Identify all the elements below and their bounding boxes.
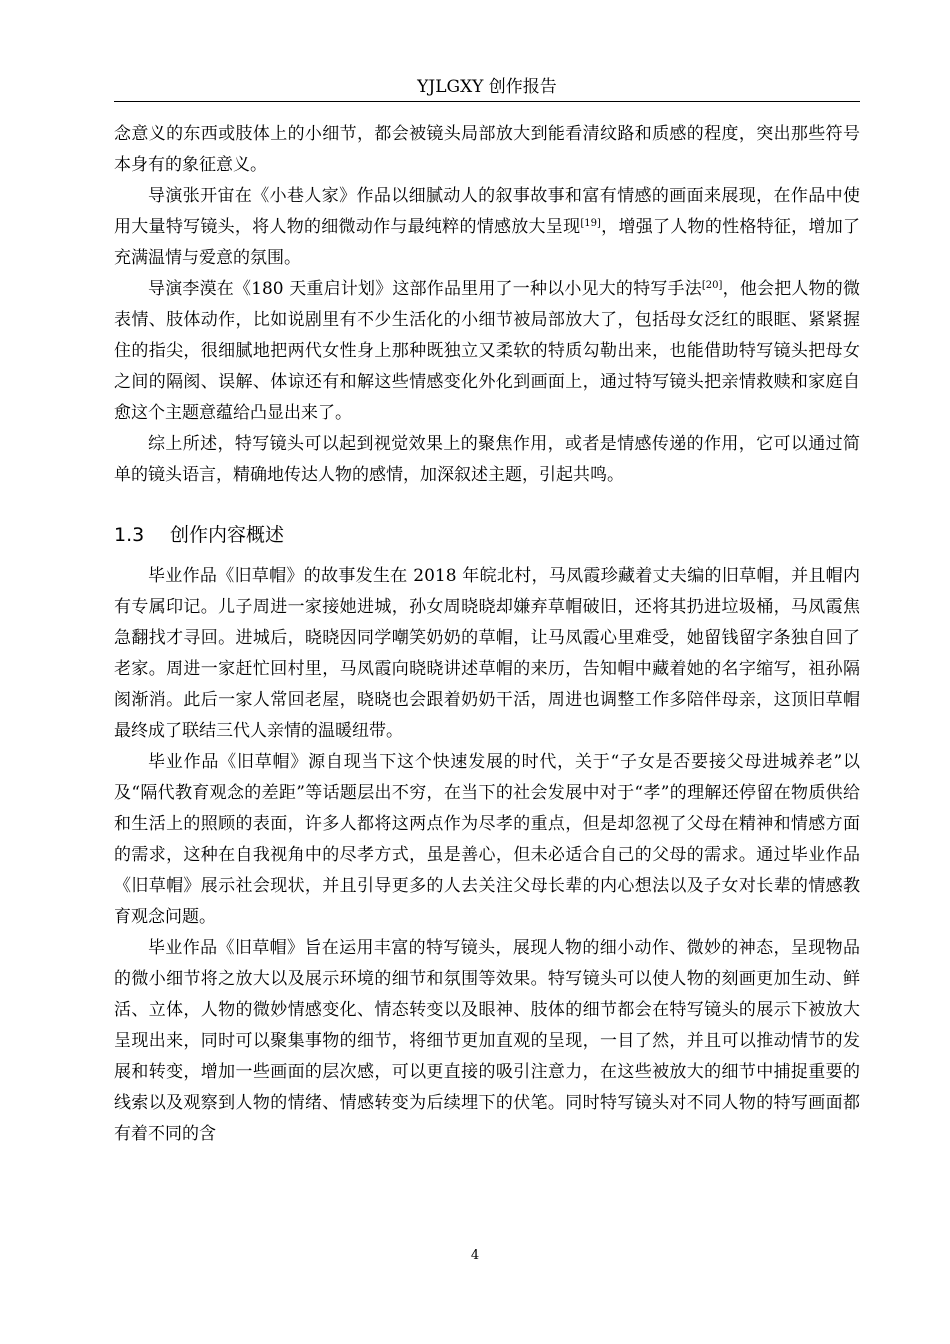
citation: [19]: [580, 218, 601, 229]
section-heading: [114, 515, 860, 555]
paragraph-text: ，他会把人物的微表情、肢体动作，比如说剧里有不少生活化的小细节被局部放大了，包括母女泛红的眼眶、紧紧握住的指尖，很细腻地把两代女性身上那种既独立又柔软的特质勾勒出来，也能借助特写镜头把母女之间的隔阂、误解、体谅还有和解这些情感变化外化到画面上，通过特写镜头把亲情救赎和家庭自愈这个主题意蕴给凸显出来了。: [114, 279, 860, 423]
section-number: 1.3: [114, 524, 145, 546]
paragraph: [114, 274, 860, 429]
paragraph: 念意义的东西或肢体上的小细节，都会被镜头局部放大到能看清纹路和质感的程度，突出那些符号本身有的象征意义。: [114, 124, 860, 175]
section-title: 创作内容概述: [170, 524, 285, 546]
document-body: [114, 119, 860, 1150]
paragraph-text: 导演李漠在《180 天重启计划》这部作品里用了一种以小见大的特写手法: [148, 279, 702, 299]
header-rule: [114, 101, 860, 102]
page-header: YJLGXY 创作报告: [417, 77, 557, 97]
paragraph: 毕业作品《旧草帽》旨在运用丰富的特写镜头，展现人物的细小动作、微妙的神态，呈现物品的微小细节将之放大以及展示环境的细节和氛围等效果。特写镜头可以使人物的刻画更加生动、鲜活、立体，人物的微妙情感变化、情态转变以及眼神、肢体的细节都会在特写镜头的展示下被放大呈现出来，同时可以聚集事物的细节，将细节更加直观的呈现，一目了然，并且可以推动情节的发展和转变，增加一些画面的层次感，可以更直接的吸引注意力，在这些被放大的细节中捕捉重要的线索以及观察到人物的情绪、情感转变为后续埋下的伏笔。同时特写镜头对不同人物的特写画面都有着不同的含: [114, 938, 860, 1144]
paragraph: 综上所述，特写镜头可以起到视觉效果上的聚焦作用，或者是情感传递的作用，它可以通过简单的镜头语言，精确地传达人物的感情，加深叙述主题，引起共鸣。: [114, 434, 860, 485]
paragraph-text: ，增强了人物的性格特征，增加了充满温情与爱意的氛围。: [114, 217, 861, 268]
citation: [20]: [701, 280, 723, 291]
paragraph-text: 导演张开宙在《小巷人家》作品以细腻动人的叙事故事和富有情感的画面来展现，在作品中使用大量特写镜头，将人物的细微动作与最纯粹的情感放大呈现: [114, 186, 860, 237]
paragraph: [114, 181, 860, 274]
paragraph: 毕业作品《旧草帽》源自现当下这个快速发展的时代，关于“子女是否要接父母进城养老”以及“隔代教育观念的差距”等话题层出不穷，在当下的社会发展中对于“孝”的理解还停留在物质供给和生活上的照顾的表面，许多人都将这两点作为尽孝的重点，但是却忽视了父母在精神和情感方面的需求，这种在自我视角中的尽孝方式，虽是善心，但未必适合自己的父母的需求。通过毕业作品《旧草帽》展示社会现状，并且引导更多的人去关注父母长辈的内心想法以及子女对长辈的情感教育观念问题。: [114, 752, 860, 927]
paragraph: 毕业作品《旧草帽》的故事发生在 2018 年皖北村，马凤霞珍藏着丈夫编的旧草帽，并且帽内有专属印记。儿子周进一家接她进城，孙女周晓晓却嫌弃草帽破旧，还将其扔进垃圾桶，马凤霞焦急翻找才寻回。进城后，晓晓因同学嘲笑奶奶的草帽，让马凤霞心里难受，她留钱留字条独自回了老家。周进一家赶忙回村里，马凤霞向晓晓讲述草帽的来历，告知帽中藏着她的名字缩写，祖孙隔阂渐消。此后一家人常回老屋，晓晓也会跟着奶奶干活，周进也调整工作多陪伴母亲，这顶旧草帽最终成了联结三代人亲情的温暖纽带。: [114, 566, 860, 741]
page-number: 4: [470, 1248, 480, 1263]
